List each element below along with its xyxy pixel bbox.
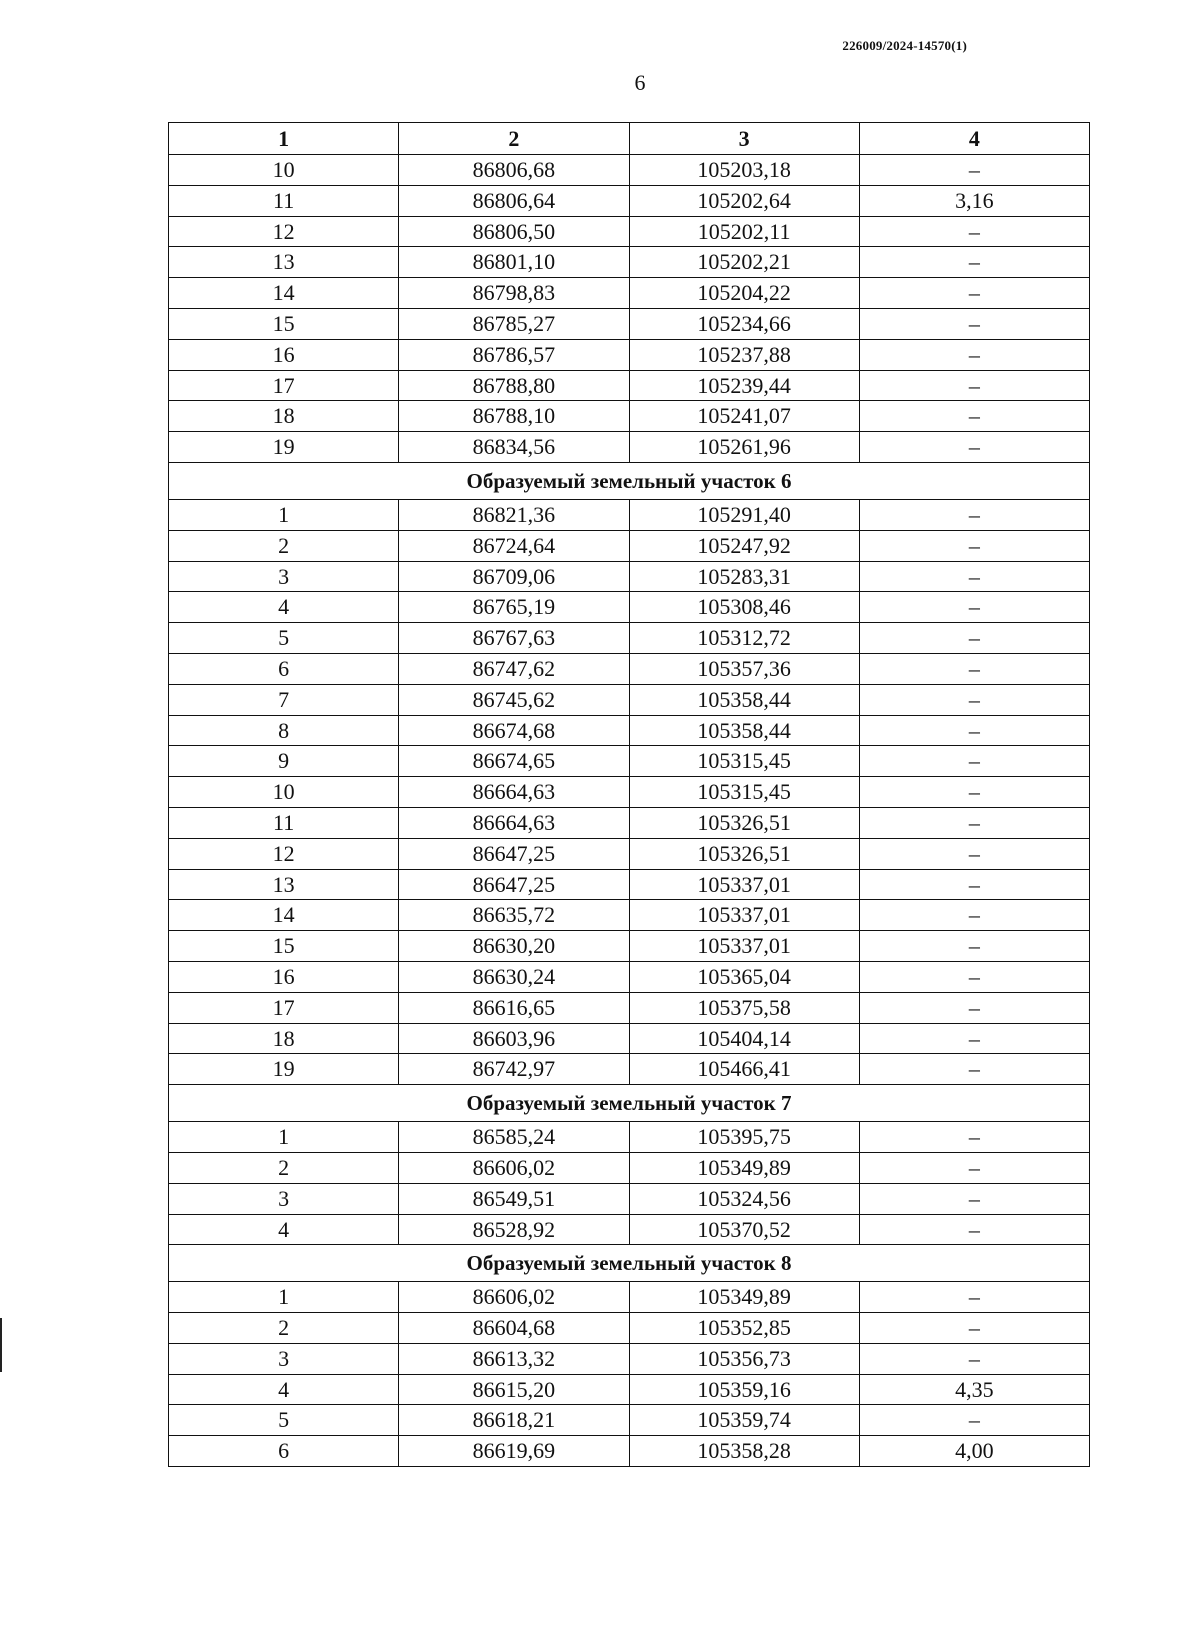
x-coordinate-cell: 86528,92 — [399, 1214, 629, 1245]
x-coordinate-cell: 86604,68 — [399, 1313, 629, 1344]
error-cell: – — [859, 715, 1089, 746]
error-cell: – — [859, 308, 1089, 339]
x-coordinate-cell: 86821,36 — [399, 499, 629, 530]
point-number-cell: 13 — [169, 247, 399, 278]
y-coordinate-cell: 105404,14 — [629, 1023, 859, 1054]
section-header-row — [169, 462, 1090, 499]
x-coordinate-cell: 86630,24 — [399, 961, 629, 992]
point-number-cell: 15 — [169, 308, 399, 339]
y-coordinate-cell: 105356,73 — [629, 1343, 859, 1374]
y-coordinate-cell: 105283,31 — [629, 561, 859, 592]
y-coordinate-cell: 105337,01 — [629, 931, 859, 962]
y-coordinate-cell: 105261,96 — [629, 432, 859, 463]
y-coordinate-cell: 105358,44 — [629, 684, 859, 715]
table-row — [169, 1023, 1090, 1054]
table-row — [169, 1282, 1090, 1313]
y-coordinate-cell: 105291,40 — [629, 499, 859, 530]
point-number-cell: 14 — [169, 278, 399, 309]
error-cell: – — [859, 777, 1089, 808]
x-coordinate-cell: 86806,64 — [399, 185, 629, 216]
table-row — [169, 216, 1090, 247]
column-header: 2 — [399, 123, 629, 155]
table-row — [169, 869, 1090, 900]
x-coordinate-cell: 86635,72 — [399, 900, 629, 931]
point-number-cell: 1 — [169, 1122, 399, 1153]
error-cell: – — [859, 746, 1089, 777]
table-row — [169, 561, 1090, 592]
y-coordinate-cell: 105358,28 — [629, 1436, 859, 1467]
error-cell: – — [859, 1152, 1089, 1183]
point-number-cell: 2 — [169, 1313, 399, 1344]
x-coordinate-cell: 86647,25 — [399, 869, 629, 900]
point-number-cell: 15 — [169, 931, 399, 962]
y-coordinate-cell: 105312,72 — [629, 623, 859, 654]
x-coordinate-cell: 86616,65 — [399, 992, 629, 1023]
error-cell: – — [859, 900, 1089, 931]
table-row — [169, 838, 1090, 869]
table-row — [169, 499, 1090, 530]
y-coordinate-cell: 105352,85 — [629, 1313, 859, 1344]
table-row — [169, 992, 1090, 1023]
y-coordinate-cell: 105202,21 — [629, 247, 859, 278]
error-cell: – — [859, 623, 1089, 654]
table-row — [169, 592, 1090, 623]
table-row — [169, 1374, 1090, 1405]
error-cell: – — [859, 1183, 1089, 1214]
table-body — [169, 155, 1090, 1467]
point-number-cell: 19 — [169, 1054, 399, 1085]
point-number-cell: 1 — [169, 1282, 399, 1313]
y-coordinate-cell: 105202,64 — [629, 185, 859, 216]
point-number-cell: 11 — [169, 807, 399, 838]
x-coordinate-cell: 86606,02 — [399, 1152, 629, 1183]
table-row — [169, 777, 1090, 808]
point-number-cell: 4 — [169, 1214, 399, 1245]
error-cell: – — [859, 931, 1089, 962]
table-row — [169, 1405, 1090, 1436]
section-header-row — [169, 1245, 1090, 1282]
y-coordinate-cell: 105337,01 — [629, 869, 859, 900]
point-number-cell: 8 — [169, 715, 399, 746]
x-coordinate-cell: 86674,65 — [399, 746, 629, 777]
point-number-cell: 10 — [169, 155, 399, 186]
point-number-cell: 17 — [169, 992, 399, 1023]
error-cell: – — [859, 216, 1089, 247]
table-row — [169, 653, 1090, 684]
x-coordinate-cell: 86615,20 — [399, 1374, 629, 1405]
error-cell: – — [859, 1122, 1089, 1153]
x-coordinate-cell: 86606,02 — [399, 1282, 629, 1313]
table-row — [169, 746, 1090, 777]
x-coordinate-cell: 86618,21 — [399, 1405, 629, 1436]
x-coordinate-cell: 86549,51 — [399, 1183, 629, 1214]
error-cell: 4,35 — [859, 1374, 1089, 1405]
table-row — [169, 1436, 1090, 1467]
column-header: 3 — [629, 123, 859, 155]
x-coordinate-cell: 86788,10 — [399, 401, 629, 432]
point-number-cell: 3 — [169, 561, 399, 592]
x-coordinate-cell: 86619,69 — [399, 1436, 629, 1467]
error-cell: – — [859, 1054, 1089, 1085]
point-number-cell: 17 — [169, 370, 399, 401]
table-row — [169, 715, 1090, 746]
table-row — [169, 308, 1090, 339]
y-coordinate-cell: 105365,04 — [629, 961, 859, 992]
error-cell: – — [859, 992, 1089, 1023]
y-coordinate-cell: 105237,88 — [629, 339, 859, 370]
table-row — [169, 370, 1090, 401]
point-number-cell: 6 — [169, 1436, 399, 1467]
error-cell: – — [859, 370, 1089, 401]
point-number-cell: 18 — [169, 401, 399, 432]
y-coordinate-cell: 105326,51 — [629, 838, 859, 869]
y-coordinate-cell: 105466,41 — [629, 1054, 859, 1085]
section-title: Образуемый земельный участок 6 — [169, 462, 1090, 499]
y-coordinate-cell: 105324,56 — [629, 1183, 859, 1214]
error-cell: – — [859, 1282, 1089, 1313]
x-coordinate-cell: 86585,24 — [399, 1122, 629, 1153]
point-number-cell: 13 — [169, 869, 399, 900]
section-title: Образуемый земельный участок 8 — [169, 1245, 1090, 1282]
table-row — [169, 1313, 1090, 1344]
table-row — [169, 1152, 1090, 1183]
y-coordinate-cell: 105203,18 — [629, 155, 859, 186]
point-number-cell: 16 — [169, 339, 399, 370]
x-coordinate-cell: 86603,96 — [399, 1023, 629, 1054]
x-coordinate-cell: 86834,56 — [399, 432, 629, 463]
y-coordinate-cell: 105370,52 — [629, 1214, 859, 1245]
table-row — [169, 247, 1090, 278]
table-row — [169, 1343, 1090, 1374]
point-number-cell: 3 — [169, 1343, 399, 1374]
point-number-cell: 12 — [169, 838, 399, 869]
table-row — [169, 961, 1090, 992]
y-coordinate-cell: 105204,22 — [629, 278, 859, 309]
y-coordinate-cell: 105359,74 — [629, 1405, 859, 1436]
column-header: 1 — [169, 123, 399, 155]
y-coordinate-cell: 105326,51 — [629, 807, 859, 838]
error-cell: 3,16 — [859, 185, 1089, 216]
x-coordinate-cell: 86767,63 — [399, 623, 629, 654]
y-coordinate-cell: 105375,58 — [629, 992, 859, 1023]
y-coordinate-cell: 105202,11 — [629, 216, 859, 247]
error-cell: – — [859, 592, 1089, 623]
table-row — [169, 155, 1090, 186]
error-cell: – — [859, 1313, 1089, 1344]
x-coordinate-cell: 86709,06 — [399, 561, 629, 592]
y-coordinate-cell: 105349,89 — [629, 1282, 859, 1313]
point-number-cell: 2 — [169, 1152, 399, 1183]
error-cell: – — [859, 1343, 1089, 1374]
table-row — [169, 1214, 1090, 1245]
error-cell: – — [859, 561, 1089, 592]
y-coordinate-cell: 105247,92 — [629, 530, 859, 561]
point-number-cell: 5 — [169, 623, 399, 654]
error-cell: – — [859, 247, 1089, 278]
error-cell: – — [859, 339, 1089, 370]
x-coordinate-cell: 86613,32 — [399, 1343, 629, 1374]
error-cell: – — [859, 653, 1089, 684]
y-coordinate-cell: 105308,46 — [629, 592, 859, 623]
section-header-row — [169, 1085, 1090, 1122]
point-number-cell: 16 — [169, 961, 399, 992]
error-cell: – — [859, 432, 1089, 463]
table-row — [169, 1183, 1090, 1214]
error-cell: – — [859, 1405, 1089, 1436]
x-coordinate-cell: 86798,83 — [399, 278, 629, 309]
x-coordinate-cell: 86786,57 — [399, 339, 629, 370]
x-coordinate-cell: 86742,97 — [399, 1054, 629, 1085]
y-coordinate-cell: 105359,16 — [629, 1374, 859, 1405]
table-row — [169, 401, 1090, 432]
error-cell: – — [859, 961, 1089, 992]
x-coordinate-cell: 86664,63 — [399, 777, 629, 808]
x-coordinate-cell: 86788,80 — [399, 370, 629, 401]
point-number-cell: 5 — [169, 1405, 399, 1436]
error-cell: – — [859, 278, 1089, 309]
table-row — [169, 278, 1090, 309]
error-cell: – — [859, 684, 1089, 715]
error-cell: 4,00 — [859, 1436, 1089, 1467]
error-cell: – — [859, 869, 1089, 900]
table-row — [169, 931, 1090, 962]
point-number-cell: 7 — [169, 684, 399, 715]
coordinates-table — [168, 122, 1090, 1467]
table-row — [169, 807, 1090, 838]
point-number-cell: 18 — [169, 1023, 399, 1054]
table-row — [169, 1122, 1090, 1153]
error-cell: – — [859, 155, 1089, 186]
table-row — [169, 1054, 1090, 1085]
point-number-cell: 4 — [169, 1374, 399, 1405]
x-coordinate-cell: 86745,62 — [399, 684, 629, 715]
x-coordinate-cell: 86674,68 — [399, 715, 629, 746]
y-coordinate-cell: 105241,07 — [629, 401, 859, 432]
table-row — [169, 900, 1090, 931]
error-cell: – — [859, 499, 1089, 530]
y-coordinate-cell: 105239,44 — [629, 370, 859, 401]
x-coordinate-cell: 86747,62 — [399, 653, 629, 684]
table-row — [169, 684, 1090, 715]
point-number-cell: 19 — [169, 432, 399, 463]
document-registration-number: 226009/2024-14570(1) — [842, 38, 967, 53]
x-coordinate-cell: 86630,20 — [399, 931, 629, 962]
y-coordinate-cell: 105358,44 — [629, 715, 859, 746]
point-number-cell: 2 — [169, 530, 399, 561]
table-header-row — [169, 123, 1090, 155]
table-row — [169, 339, 1090, 370]
y-coordinate-cell: 105349,89 — [629, 1152, 859, 1183]
x-coordinate-cell: 86801,10 — [399, 247, 629, 278]
table-row — [169, 530, 1090, 561]
point-number-cell: 9 — [169, 746, 399, 777]
error-cell: – — [859, 530, 1089, 561]
y-coordinate-cell: 105315,45 — [629, 746, 859, 777]
table-row — [169, 623, 1090, 654]
column-header: 4 — [859, 123, 1089, 155]
table-row — [169, 432, 1090, 463]
x-coordinate-cell: 86647,25 — [399, 838, 629, 869]
point-number-cell: 10 — [169, 777, 399, 808]
error-cell: – — [859, 838, 1089, 869]
y-coordinate-cell: 105234,66 — [629, 308, 859, 339]
point-number-cell: 14 — [169, 900, 399, 931]
x-coordinate-cell: 86785,27 — [399, 308, 629, 339]
y-coordinate-cell: 105395,75 — [629, 1122, 859, 1153]
point-number-cell: 11 — [169, 185, 399, 216]
y-coordinate-cell: 105315,45 — [629, 777, 859, 808]
error-cell: – — [859, 401, 1089, 432]
error-cell: – — [859, 807, 1089, 838]
point-number-cell: 3 — [169, 1183, 399, 1214]
x-coordinate-cell: 86724,64 — [399, 530, 629, 561]
x-coordinate-cell: 86806,50 — [399, 216, 629, 247]
point-number-cell: 12 — [169, 216, 399, 247]
point-number-cell: 1 — [169, 499, 399, 530]
error-cell: – — [859, 1214, 1089, 1245]
error-cell: – — [859, 1023, 1089, 1054]
section-title: Образуемый земельный участок 7 — [169, 1085, 1090, 1122]
table-row — [169, 185, 1090, 216]
x-coordinate-cell: 86765,19 — [399, 592, 629, 623]
point-number-cell: 4 — [169, 592, 399, 623]
y-coordinate-cell: 105337,01 — [629, 900, 859, 931]
x-coordinate-cell: 86806,68 — [399, 155, 629, 186]
scan-edge-mark — [0, 1318, 2, 1372]
page-number: 6 — [634, 70, 646, 95]
point-number-cell: 6 — [169, 653, 399, 684]
y-coordinate-cell: 105357,36 — [629, 653, 859, 684]
x-coordinate-cell: 86664,63 — [399, 807, 629, 838]
